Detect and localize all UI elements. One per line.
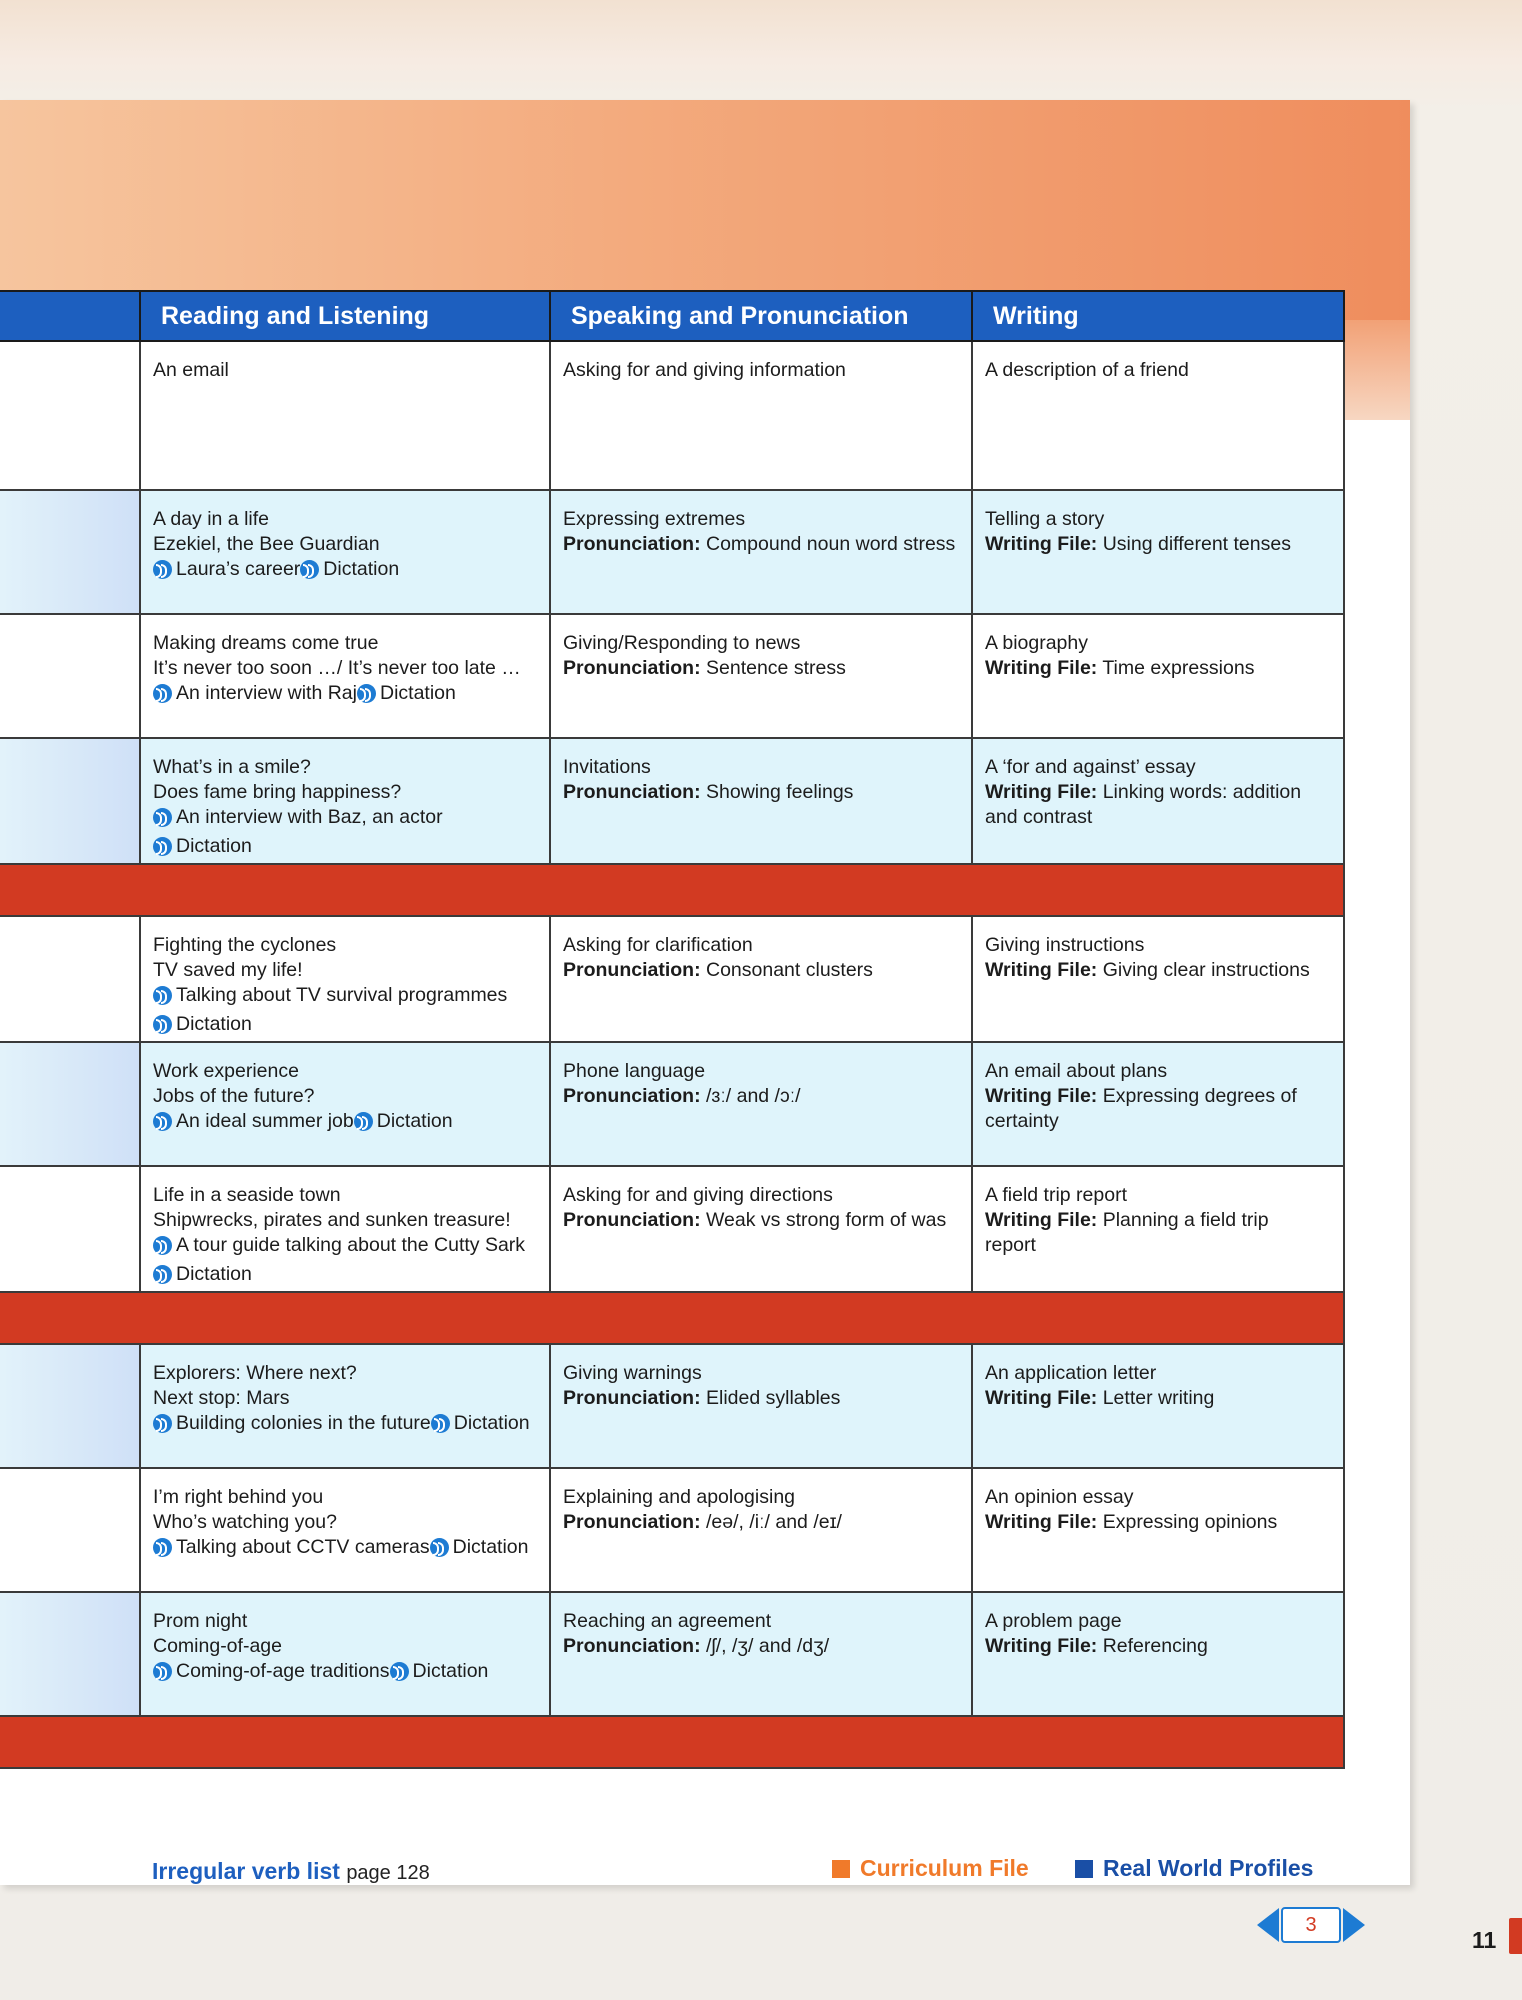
speaking-line <box>563 1084 959 1109</box>
listening-text: A tour guide talking about the Cutty Sark <box>176 1234 526 1256</box>
audio-cd-icon <box>300 560 319 579</box>
unit-cell <box>0 614 140 738</box>
speaking-label: Pronunciation: <box>563 959 701 981</box>
writing-text: Time expressions <box>1097 657 1255 679</box>
reading-listening-cell <box>140 1592 550 1716</box>
reading-item: Prom night <box>153 1610 248 1632</box>
listening-item[interactable] <box>153 1411 431 1436</box>
writing-label: Writing File: <box>985 533 1098 555</box>
writing-text: An email about plans <box>985 1060 1168 1082</box>
header-writing: Writing <box>972 291 1344 341</box>
listening-item[interactable] <box>390 1659 489 1684</box>
pager <box>1257 1907 1365 1943</box>
speaking-label: Pronunciation: <box>563 1635 701 1657</box>
audio-cd-icon <box>390 1662 409 1681</box>
writing-text: A field trip report <box>985 1184 1127 1206</box>
listening-item[interactable] <box>300 557 399 582</box>
table-row <box>0 1042 1344 1166</box>
writing-text: A problem page <box>985 1610 1122 1632</box>
unit-cell <box>0 738 140 864</box>
listening-item[interactable] <box>153 1262 252 1287</box>
speaking-line <box>563 1361 959 1386</box>
writing-line <box>985 1634 1331 1659</box>
speaking-label: Pronunciation: <box>563 1511 701 1533</box>
listening-item[interactable] <box>357 681 456 706</box>
reading-item: Jobs of the future? <box>153 1085 315 1107</box>
reading-item: TV saved my life! <box>153 959 303 981</box>
writing-label: Writing File: <box>985 1387 1098 1409</box>
audio-cd-icon <box>153 1662 172 1681</box>
audio-cd-icon <box>153 1538 172 1557</box>
reading-item: Ezekiel, the Bee Guardian <box>153 533 380 555</box>
audio-cd-icon <box>153 1015 172 1034</box>
header-speaking-pronunciation: Speaking and Pronunciation <box>550 291 972 341</box>
audio-cd-icon <box>153 1414 172 1433</box>
speaking-text: Consonant clusters <box>700 959 873 981</box>
listening-item[interactable] <box>153 1233 525 1258</box>
writing-label: Writing File: <box>985 657 1098 679</box>
unit-cell <box>0 916 140 1042</box>
reading-item: Next stop: Mars <box>153 1387 290 1409</box>
speaking-pronunciation-cell <box>550 1166 972 1292</box>
listening-text: An interview with Raj <box>176 682 357 704</box>
writing-label: Writing File: <box>985 1085 1098 1107</box>
reading-listening-cell <box>140 341 550 490</box>
unit-cell <box>0 490 140 614</box>
audio-cd-icon <box>153 684 172 703</box>
listening-text: Building colonies in the future <box>176 1412 431 1434</box>
audio-cd-icon <box>153 986 172 1005</box>
speaking-pronunciation-cell <box>550 1468 972 1592</box>
listening-text: Dictation <box>176 1013 252 1035</box>
speaking-text: Asking for and giving information <box>563 359 846 381</box>
speaking-pronunciation-cell <box>550 1042 972 1166</box>
table-row <box>0 1166 1344 1292</box>
speaking-text: Compound noun word stress <box>700 533 956 555</box>
writing-line <box>985 1109 1331 1134</box>
speaking-label: Pronunciation: <box>563 657 701 679</box>
writing-line <box>985 1183 1331 1208</box>
writing-line <box>985 631 1331 656</box>
listening-item[interactable] <box>153 805 443 830</box>
speaking-label: Pronunciation: <box>563 781 701 803</box>
writing-line <box>985 755 1331 780</box>
speaking-text: Giving warnings <box>563 1362 702 1384</box>
writing-label: Writing File: <box>985 781 1098 803</box>
writing-text: A description of a friend <box>985 359 1189 381</box>
writing-text: Planning a field trip <box>1097 1209 1269 1231</box>
speaking-line <box>563 1386 959 1411</box>
writing-cell <box>972 614 1344 738</box>
unit-column-header <box>0 291 140 341</box>
writing-cell <box>972 1344 1344 1468</box>
speaking-line <box>563 780 959 805</box>
listening-item[interactable] <box>153 834 252 859</box>
speaking-text: /eə/, /iː/ and /eɪ/ <box>700 1511 842 1533</box>
listening-text: Laura’s career <box>176 558 301 580</box>
writing-label: Writing File: <box>985 959 1098 981</box>
table-row <box>0 738 1344 864</box>
previous-arrow-icon[interactable] <box>1257 1908 1279 1942</box>
writing-text: Expressing degrees of <box>1097 1085 1297 1107</box>
speaking-line <box>563 958 959 983</box>
writing-text: An opinion essay <box>985 1486 1134 1508</box>
listening-text: Dictation <box>379 682 456 704</box>
speaking-text: Expressing extremes <box>563 508 746 530</box>
reading-listening-cell <box>140 490 550 614</box>
listening-text: Dictation <box>176 835 252 857</box>
writing-text: A biography <box>985 632 1088 654</box>
listening-text: Talking about TV survival programmes <box>176 984 508 1006</box>
audio-cd-icon <box>153 808 172 827</box>
speaking-line <box>563 507 959 532</box>
writing-line <box>985 507 1331 532</box>
reading-item: Coming-of-age <box>153 1635 282 1657</box>
reading-item: Life in a seaside town <box>153 1184 341 1206</box>
speaking-line <box>563 1059 959 1084</box>
contents-table <box>0 290 1345 1769</box>
audio-cd-icon <box>153 1265 172 1284</box>
reading-item: Making dreams come true <box>153 632 379 654</box>
reading-listening-cell <box>140 1166 550 1292</box>
page-number: 11 <box>1472 1927 1497 1953</box>
listening-item[interactable] <box>430 1535 529 1560</box>
listening-item[interactable] <box>153 1659 390 1684</box>
reading-item: I’m right behind you <box>153 1486 324 1508</box>
table-row <box>0 1468 1344 1592</box>
speaking-text: Asking for clarification <box>563 934 753 956</box>
speaking-pronunciation-cell <box>550 614 972 738</box>
irregular-verb-list-label: Irregular verb list <box>152 1858 340 1884</box>
writing-line <box>985 1084 1331 1109</box>
audio-cd-icon <box>153 1236 172 1255</box>
listening-text: Coming-of-age traditions <box>176 1660 390 1682</box>
speaking-text: /ʃ/, /ʒ/ and /dʒ/ <box>700 1635 830 1657</box>
pager-value[interactable]: 3 <box>1281 1907 1341 1943</box>
speaking-line <box>563 1634 959 1659</box>
page-tab-marker <box>1509 1918 1522 1954</box>
listening-text: Dictation <box>453 1412 530 1434</box>
speaking-pronunciation-cell <box>550 1344 972 1468</box>
writing-label: Writing File: <box>985 1511 1098 1533</box>
writing-cell <box>972 738 1344 864</box>
writing-text: Giving instructions <box>985 934 1145 956</box>
speaking-text: Showing feelings <box>700 781 854 803</box>
writing-cell <box>972 1592 1344 1716</box>
writing-text: Using different tenses <box>1097 533 1291 555</box>
writing-line <box>985 780 1331 805</box>
listening-item[interactable] <box>153 557 300 582</box>
speaking-text: Elided syllables <box>700 1387 841 1409</box>
speaking-pronunciation-cell <box>550 1592 972 1716</box>
writing-text: Expressing opinions <box>1097 1511 1278 1533</box>
audio-cd-icon <box>430 1538 449 1557</box>
listening-item[interactable] <box>153 1109 354 1134</box>
orange-banner <box>0 100 1410 320</box>
writing-text: Telling a story <box>985 508 1105 530</box>
listening-text: Dictation <box>323 558 400 580</box>
writing-cell <box>972 1166 1344 1292</box>
table-row <box>0 1344 1344 1468</box>
speaking-text: Phone language <box>563 1060 706 1082</box>
writing-label: Writing File: <box>985 1209 1098 1231</box>
section-divider-row <box>0 1716 1344 1768</box>
reading-item: An email <box>153 359 229 381</box>
reading-listening-cell <box>140 1468 550 1592</box>
speaking-label: Pronunciation: <box>563 1085 701 1107</box>
writing-line <box>985 1233 1331 1258</box>
writing-line <box>985 656 1331 681</box>
speaking-text: Giving/Responding to news <box>563 632 801 654</box>
table-row <box>0 490 1344 614</box>
legend-curriculum-file <box>832 1855 1029 1882</box>
legend-curriculum-label: Curriculum File <box>860 1855 1029 1881</box>
speaking-pronunciation-cell <box>550 490 972 614</box>
section-divider <box>0 1716 1344 1768</box>
speaking-line <box>563 1609 959 1634</box>
speaking-label: Pronunciation: <box>563 533 701 555</box>
writing-line <box>985 933 1331 958</box>
legend-real-world-profiles <box>1075 1855 1313 1882</box>
irregular-verb-list-page: page 128 <box>346 1862 430 1884</box>
speaking-line <box>563 1485 959 1510</box>
table-row <box>0 916 1344 1042</box>
reading-item: Work experience <box>153 1060 299 1082</box>
speaking-line <box>563 1208 959 1233</box>
speaking-label: Pronunciation: <box>563 1387 701 1409</box>
listening-text: Dictation <box>376 1110 453 1132</box>
listening-item[interactable] <box>153 1535 430 1560</box>
reading-listening-cell <box>140 916 550 1042</box>
listening-text: Dictation <box>176 1263 252 1285</box>
speaking-label: Pronunciation: <box>563 1209 701 1231</box>
writing-text: Referencing <box>1097 1635 1208 1657</box>
writing-cell <box>972 341 1344 490</box>
reading-item: Who’s watching you? <box>153 1511 337 1533</box>
banner-edge <box>1340 320 1410 420</box>
irregular-verb-list-link[interactable] <box>152 1858 430 1885</box>
writing-line <box>985 1485 1331 1510</box>
listening-item[interactable] <box>153 983 507 1008</box>
speaking-line <box>563 933 959 958</box>
section-divider-row <box>0 1292 1344 1344</box>
writing-text: Letter writing <box>1097 1387 1215 1409</box>
listening-item[interactable] <box>153 1012 252 1037</box>
listening-text: Talking about CCTV cameras <box>176 1536 430 1558</box>
audio-cd-icon <box>431 1414 450 1433</box>
writing-line <box>985 1059 1331 1084</box>
writing-line <box>985 958 1331 983</box>
page-sheet <box>0 100 1410 1936</box>
speaking-line <box>563 1183 959 1208</box>
writing-text: Giving clear instructions <box>1097 959 1310 981</box>
writing-text: A ‘for and against’ essay <box>985 756 1196 778</box>
writing-cell <box>972 1042 1344 1166</box>
speaking-text: Asking for and giving directions <box>563 1184 833 1206</box>
writing-line <box>985 805 1331 830</box>
speaking-text: Sentence stress <box>700 657 846 679</box>
reading-listening-cell <box>140 1344 550 1468</box>
reading-item: Explorers: Where next? <box>153 1362 357 1384</box>
speaking-line <box>563 358 959 383</box>
audio-cd-icon <box>153 560 172 579</box>
writing-text: and contrast <box>985 806 1093 828</box>
table-row <box>0 341 1344 490</box>
unit-cell <box>0 1468 140 1592</box>
orange-square-icon <box>832 1860 850 1878</box>
listening-text: An ideal summer job <box>176 1110 354 1132</box>
reading-listening-cell <box>140 614 550 738</box>
audio-cd-icon <box>153 1112 172 1131</box>
writing-cell <box>972 916 1344 1042</box>
speaking-line <box>563 755 959 780</box>
speaking-line <box>563 1510 959 1535</box>
speaking-text: Invitations <box>563 756 651 778</box>
writing-cell <box>972 490 1344 614</box>
header-reading-listening: Reading and Listening <box>140 291 550 341</box>
reading-item: A day in a life <box>153 508 269 530</box>
reading-item: It’s never too soon …/ It’s never too late … <box>153 657 521 679</box>
writing-text: report <box>985 1234 1036 1256</box>
table-row <box>0 614 1344 738</box>
writing-line <box>985 1510 1331 1535</box>
writing-text: An application letter <box>985 1362 1157 1384</box>
reading-item: Shipwrecks, pirates and sunken treasure! <box>153 1209 511 1231</box>
writing-line <box>985 1208 1331 1233</box>
table-body <box>0 341 1344 1768</box>
reading-listening-cell <box>140 1042 550 1166</box>
writing-line <box>985 1609 1331 1634</box>
speaking-text: Weak vs strong form of was <box>700 1209 947 1231</box>
speaking-text: /ɜː/ and /ɔː/ <box>700 1085 801 1107</box>
speaking-text: Reaching an agreement <box>563 1610 772 1632</box>
writing-line <box>985 532 1331 557</box>
writing-cell <box>972 1468 1344 1592</box>
section-divider <box>0 1292 1344 1344</box>
listening-text: Dictation <box>412 1660 489 1682</box>
listening-item[interactable] <box>153 681 357 706</box>
listening-item[interactable] <box>431 1411 530 1436</box>
writing-text: Linking words: addition <box>1097 781 1302 803</box>
unit-cell <box>0 1344 140 1468</box>
audio-cd-icon <box>357 684 376 703</box>
speaking-pronunciation-cell <box>550 341 972 490</box>
writing-label: Writing File: <box>985 1635 1098 1657</box>
unit-cell <box>0 341 140 490</box>
table-row <box>0 1592 1344 1716</box>
header-row <box>0 291 1344 341</box>
listening-item[interactable] <box>354 1109 453 1134</box>
writing-line <box>985 1361 1331 1386</box>
blue-square-icon <box>1075 1860 1093 1878</box>
reading-item: Does fame bring happiness? <box>153 781 402 803</box>
section-divider-row <box>0 864 1344 916</box>
speaking-pronunciation-cell <box>550 916 972 1042</box>
writing-line <box>985 358 1331 383</box>
speaking-line <box>563 656 959 681</box>
reading-listening-cell <box>140 738 550 864</box>
next-arrow-icon[interactable] <box>1343 1908 1365 1942</box>
audio-cd-icon <box>153 837 172 856</box>
writing-line <box>985 1386 1331 1411</box>
reading-item: What’s in a smile? <box>153 756 311 778</box>
section-divider <box>0 864 1344 916</box>
speaking-text: Explaining and apologising <box>563 1486 796 1508</box>
reading-item: Fighting the cyclones <box>153 934 337 956</box>
writing-text: certainty <box>985 1110 1059 1132</box>
legend-realworld-label: Real World Profiles <box>1103 1855 1314 1881</box>
unit-cell <box>0 1166 140 1292</box>
unit-cell <box>0 1592 140 1716</box>
audio-cd-icon <box>354 1112 373 1131</box>
listening-text: An interview with Baz, an actor <box>176 806 443 828</box>
speaking-pronunciation-cell <box>550 738 972 864</box>
speaking-line <box>563 532 959 557</box>
speaking-line <box>563 631 959 656</box>
listening-text: Dictation <box>452 1536 529 1558</box>
unit-cell <box>0 1042 140 1166</box>
